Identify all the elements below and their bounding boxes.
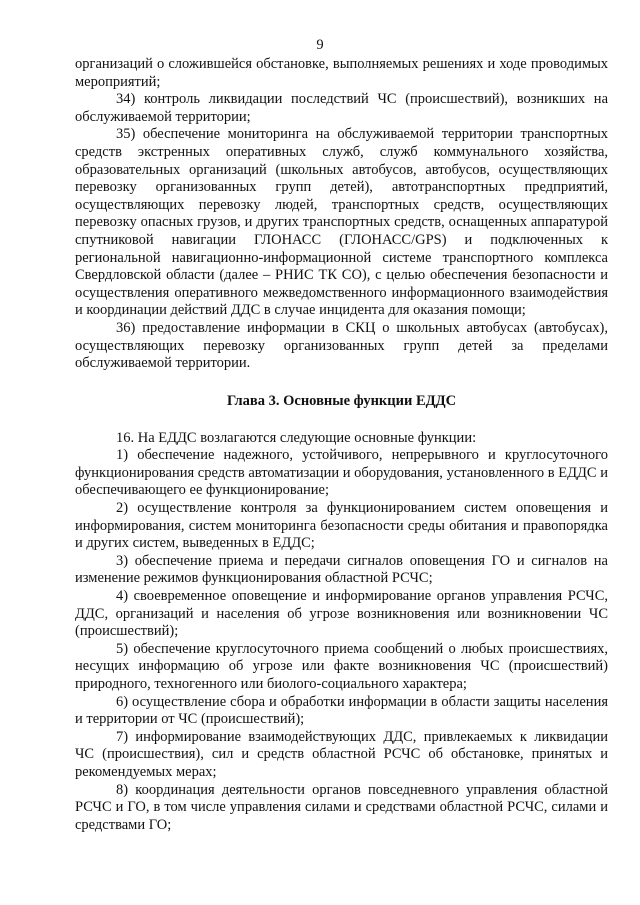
continuation-paragraph: организаций о сложившейся обстановке, выполняемых решениях и ходе проводимых мероприятий; — [75, 56, 608, 90]
function-item-5: 5) обеспечение круглосуточного приема сообщений о любых происшествиях, несущих информацию об угрозе или факте возникновения ЧС (происшествий) природного, техногенного или биолого-социального характера; — [75, 640, 608, 692]
page-number: 9 — [316, 37, 324, 53]
function-item-7: 7) информирование взаимодействующих ДДС, привлекаемых к ликвидации ЧС (происшествия), сил и средств областной РСЧС об обстановке, принятых и рекомендуемых мерах; — [75, 728, 608, 780]
function-item-1: 1) обеспечение надежного, устойчивого, непрерывного и круглосуточного функционирования средств автоматизации и оборудования, установленного в ЕДДС и обеспечивающего ее функционирование; — [75, 447, 608, 499]
list-item-34: 34) контроль ликвидации последствий ЧС (происшествий), возникших на обслуживаемой территории; — [75, 91, 608, 125]
chapter-heading: Глава 3. Основные функции ЕДДС — [226, 392, 457, 409]
function-item-6: 6) осуществление сбора и обработки информации в области защиты населения и территории от ЧС (происшествий); — [75, 693, 608, 728]
list-item-35: 35) обеспечение мониторинга на обслуживаемой территории транспортных средств экстренных оперативных служб, служб коммунального хозяйства, образовательных организаций (школьных автобусов, автобусов, осуществляющих перевозку организованных групп детей), автотранспортных предприятий, осуществляющих перевозку людей, транспортных средств, осуществляющих перевозку опасных грузов, и других транспортных средств, оснащенных аппаратурой спутниковой навигации ГЛОНАСС (ГЛОНАСС/GPS) и подключенных к региональной навигационно-информационной системе транспортного комплекса Свердловской области (далее – РНИС ТК СО), с целью обеспечения безопасности и осуществления оперативного межведомственного информационного взаимодействия и координации действий ДДС в случае инцидента для оказания помощи; — [75, 126, 608, 319]
function-item-8: 8) координация деятельности органов повседневного управления областной РСЧС и ГО, в том числе управления силами и средствами областной РСЧС, силами и средствами ГО; — [75, 781, 608, 833]
section-intro: 16. На ЕДДС возлагаются следующие основные функции: — [116, 429, 477, 446]
function-item-3: 3) обеспечение приема и передачи сигналов оповещения ГО и сигналов на изменение режимов функционирования областной РСЧС; — [75, 552, 608, 587]
list-item-36: 36) предоставление информации в СКЦ о школьных автобусах (автобусах), осуществляющих перевозку организованных групп детей за пределами обслуживаемой территории. — [75, 319, 608, 372]
document-body — [75, 56, 608, 834]
function-item-4: 4) своевременное оповещение и информирование органов управления РСЧС, ДДС, организаций и населения об угрозе возникновения или возникновении ЧС (происшествий); — [75, 588, 608, 640]
function-item-2: 2) осуществление контроля за функционированием систем оповещения и информирования, систем мониторинга безопасности среды обитания и правопорядка и других систем, выведенных в ЕДДС; — [75, 500, 608, 552]
